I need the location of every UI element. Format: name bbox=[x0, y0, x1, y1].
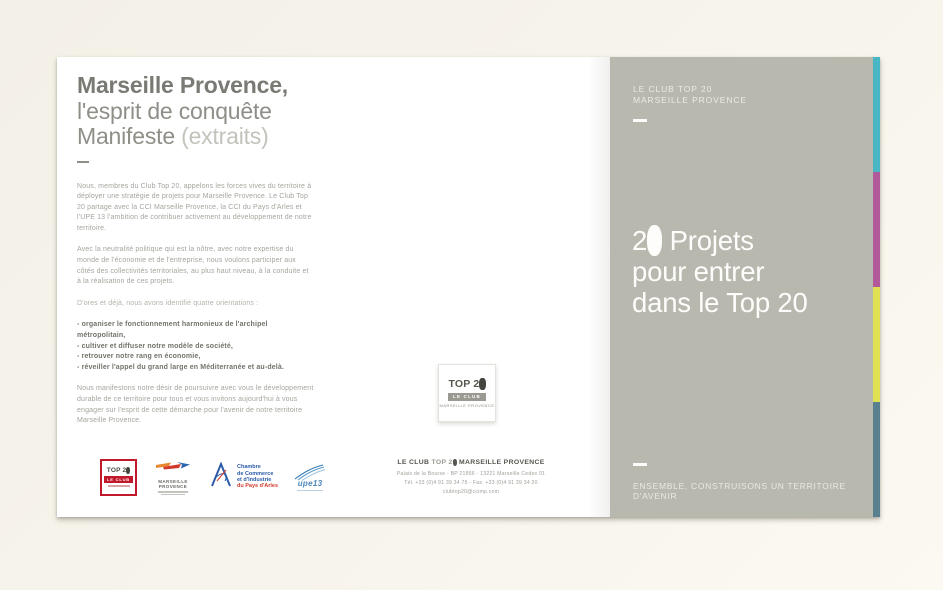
center-logo-text: TOP 20 bbox=[448, 378, 486, 390]
upe13-logo-subline bbox=[297, 490, 323, 491]
title-extraits: (extraits) bbox=[181, 123, 269, 149]
cover-heading-line3: dans le Top 20 bbox=[632, 287, 808, 318]
orientation-item-2: - cultiver et diffuser notre modèle de société, bbox=[77, 342, 234, 350]
contact-block bbox=[396, 459, 546, 495]
paragraph-1: Nous, membres du Club Top 20, appelons les forces vives du territoire à déployer une stratégie de projets pour Marseille Provence. Le Club Top 20 partage avec la CCI Marseille Provence, la CCI du Pays d'Arles et l'UPE 13 l'ambition de contribuer activement au développement de notre territoire. bbox=[77, 182, 312, 232]
orientation-item-4: - réveiller l'appel du grand large en Méditerranée et au-delà. bbox=[77, 363, 285, 371]
marseille-provence-logo-subline2 bbox=[161, 494, 185, 495]
cover-club-label bbox=[633, 84, 747, 106]
title-line1: Marseille Provence, bbox=[77, 72, 288, 98]
club-top20-logo-text: TOP 20 bbox=[106, 467, 131, 475]
fold-shadow bbox=[588, 57, 610, 517]
contact-address: Palais de la Bourse - BP 21856 - 13221 Marseille Cedex 01 bbox=[396, 471, 546, 477]
contact-phone: Tél. +33 (0)4 91 39 34 75 - Fax. +33 (0)4 91 39 34 20 bbox=[404, 480, 538, 487]
marseille-provence-logo bbox=[152, 459, 194, 496]
cover-dash-top bbox=[633, 119, 647, 122]
title-line3: Manifeste (extraits) bbox=[77, 123, 269, 149]
color-stripes bbox=[873, 57, 880, 517]
marseille-provence-logo-text: MARSEILLE PROVENCE bbox=[158, 478, 188, 490]
club-top20-logo-subline bbox=[108, 485, 130, 487]
orientation-item-3: - retrouver notre rang en économie, bbox=[77, 353, 201, 361]
club-top20-center-logo bbox=[438, 364, 496, 422]
center-logo-band: LE CLUB bbox=[448, 393, 486, 401]
partner-logos-row bbox=[100, 457, 327, 497]
cci-a-icon bbox=[209, 461, 233, 494]
filled-zero-icon: 0 bbox=[452, 459, 457, 466]
club-top20-logo bbox=[100, 459, 137, 496]
arrows-icon bbox=[155, 459, 191, 477]
marseille-provence-logo-subline bbox=[158, 491, 188, 492]
cci-pays-arles-logo bbox=[209, 461, 278, 494]
title-line2: l'esprit de conquête bbox=[77, 97, 272, 124]
cover-dash-bottom bbox=[633, 463, 647, 466]
manifeste-column bbox=[77, 73, 317, 438]
title-dash bbox=[77, 161, 89, 163]
filled-zero-icon: 0 bbox=[479, 378, 486, 390]
paragraph-2: Avec la neutralité politique qui est la nôtre, avec notre expertise du monde de l'économie et de l'entreprise, nous voulons participer aux côtés des collectivités territoriales, au plus haut niveau, à la conduite et à la réalisation de ces projets. bbox=[77, 246, 309, 286]
front-cover-panel bbox=[610, 57, 880, 517]
cover-heading bbox=[632, 225, 808, 318]
manifeste-body bbox=[77, 182, 314, 427]
stripe-teal bbox=[873, 57, 880, 172]
stripe-purple bbox=[873, 172, 880, 287]
cover-footer-slogan: ENSEMBLE, CONSTRUISONS UN TERRITOIRE D'AVENIR bbox=[633, 481, 846, 501]
cover-heading-line2: pour entrer bbox=[632, 256, 765, 287]
brochure-spread bbox=[57, 57, 880, 517]
club-top20-logo-band: LE CLUB bbox=[104, 476, 133, 483]
page-title bbox=[77, 73, 317, 150]
cover-club-label-line2: MARSEILLE PROVENCE bbox=[633, 95, 747, 105]
orientations-intro: D'ores et déjà, nous avons identifié quatre orientations : bbox=[77, 299, 259, 307]
orientation-item-1: - organiser le fonctionnement harmonieux de l'archipel métropolitain, bbox=[77, 321, 268, 340]
upe13-logo bbox=[293, 463, 327, 491]
contact-title: LE CLUB TOP 20 MARSEILLE PROVENCE bbox=[397, 459, 545, 466]
paragraph-closing: Nous manifestons notre désir de poursuivre avec vous le développement durable de ce territoire pour tous et vous invitons aujourd'hui à vous engager sur l'esprit de cette démarche pour l'avenir de notre territoire Marseille Provence. bbox=[77, 385, 314, 425]
cci-pays-arles-logo-text: Chambre de Commerce et d'Industrie du Pays d'Arles bbox=[237, 464, 279, 490]
cover-heading-line1: 20 Projets bbox=[632, 225, 754, 256]
filled-zero-icon: 0 bbox=[126, 467, 131, 475]
stripe-yellow bbox=[873, 287, 880, 402]
stripe-blue bbox=[873, 402, 880, 517]
contact-email: clubtop20@ccimp.com bbox=[442, 489, 500, 496]
filled-zero-icon: 0 bbox=[647, 225, 663, 256]
cover-club-label-line1: LE CLUB TOP 20 bbox=[633, 84, 713, 94]
upe13-logo-text: upe13 bbox=[297, 478, 323, 488]
center-logo-subtitle: MARSEILLE PROVENCE bbox=[439, 403, 495, 408]
